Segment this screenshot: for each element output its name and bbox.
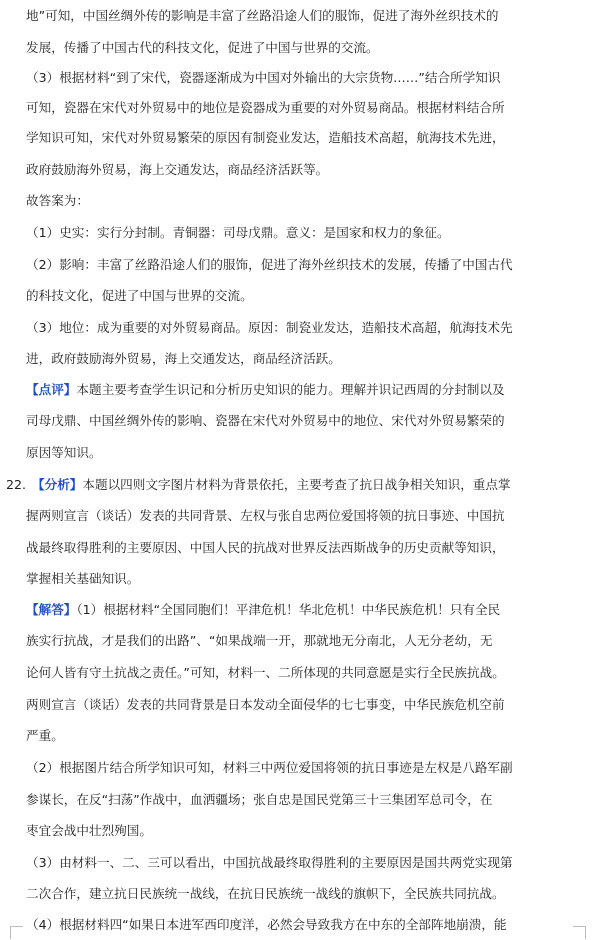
comment-paragraph <box>26 382 571 398</box>
page-corner-mark <box>10 926 23 939</box>
answer-paragraph <box>26 602 571 618</box>
text-line: 严重。 <box>26 728 64 743</box>
answer-tag: 【解答】 <box>26 602 77 617</box>
text-line: 的科技文化，促进了中国与世界的交流。 <box>26 288 253 303</box>
text-line: （1）史实：实行分封制。青铜器：司母戊鼎。意义：是国家和权力的象征。 <box>26 225 450 240</box>
text-line: 政府鼓励海外贸易，海上交通发达，商品经济活跃等。 <box>26 162 329 177</box>
text-line: 参谋长，在反“扫荡”作战中，血洒疆场；张自忠是国民党第三十三集团军总司令，在 <box>26 792 493 807</box>
analysis-paragraph <box>32 477 571 493</box>
text-line: 本题以四则文字图片材料为背景依托，主要考查了抗日战争相关知识，重点掌 <box>82 477 511 492</box>
text-line: 族实行抗战，才是我们的出路”、“如果战端一开，那就地无分南北，人无分老幼，无 <box>26 633 493 648</box>
text-line: 学知识可知，宋代对外贸易繁荣的原因有制瓷业发达，造船技术高超，航海技术先进， <box>26 130 505 145</box>
text-line: 握两则宣言（谈话）发表的共同背景、左权与张自忠两位爱国将领的抗日事迹、中国抗 <box>26 508 505 523</box>
text-line: 本题主要考查学生识记和分析历史知识的能力。理解并识记西周的分封制以及 <box>76 382 505 397</box>
comment-tag: 【点评】 <box>26 382 77 397</box>
text-line: 原因等知识。 <box>26 445 102 460</box>
text-line: （3）由材料一、二、三可以看出，中国抗战最终取得胜利的主要原因是国共两党实现第 <box>26 855 513 870</box>
analysis-tag: 【分析】 <box>32 477 83 492</box>
text-line: 地”可知，中国丝绸外传的影响是丰富了丝路沿途人们的服饰，促进了海外丝织技术的 <box>26 8 499 23</box>
text-line: 可知，瓷器在宋代对外贸易中的地位是瓷器成为重要的对外贸易商品。根据材料结合所 <box>26 100 505 115</box>
text-line: （3）根据材料“到了宋代，瓷器逐渐成为中国对外输出的大宗货物……”结合所学知识 <box>26 70 501 85</box>
text-line: （2）根据图片结合所学知识可知，材料三中两位爱国将领的抗日事迹是左权是八路军副 <box>26 760 513 775</box>
question-number: 22. <box>6 477 27 492</box>
text-line: （2）影响：丰富了丝路沿途人们的服饰，促进了海外丝织技术的发展，传播了中国古代 <box>26 257 513 272</box>
text-line: （3）地位：成为重要的对外贸易商品。原因：制瓷业发达，造船技术高超，航海技术先 <box>26 320 513 335</box>
text-line: 二次合作，建立抗日民族统一战线，在抗日民族统一战线的旗帜下，全民族共同抗战。 <box>26 886 505 901</box>
text-line: 发展，传播了中国古代的科技文化，促进了中国与世界的交流。 <box>26 40 379 55</box>
text-line: 论何人皆有守土抗战之责任。”可知，材料一、二所体现的共同意愿是实行全民族抗战。 <box>26 665 505 680</box>
text-line: （1）根据材料“全国同胞们！平津危机！华北危机！中华民族危机！只有全民 <box>76 602 501 617</box>
text-line: 掌握相关基础知识。 <box>26 571 140 586</box>
text-line: 战最终取得胜利的主要原因、中国人民的抗战对世界反法西斯战争的历史贡献等知识， <box>26 540 505 555</box>
text-line: 进，政府鼓励海外贸易，海上交通发达，商品经济活跃。 <box>26 351 341 366</box>
text-line: 两则宣言（谈话）发表的共同背景是日本发动全面侵华的七七事变，中华民族危机空前 <box>26 697 505 712</box>
text-line: （4）根据材料四“如果日本进军西印度洋，必然会导致我方在中东的全部阵地崩溃，能 <box>26 917 507 932</box>
text-line: 枣宜会战中壮烈殉国。 <box>26 823 152 838</box>
page-corner-mark <box>573 926 586 939</box>
text-line: 故答案为： <box>26 193 89 208</box>
text-line: 司母戊鼎、中国丝绸外传的影响、瓷器在宋代对外贸易中的地位、宋代对外贸易繁荣的 <box>26 413 505 428</box>
